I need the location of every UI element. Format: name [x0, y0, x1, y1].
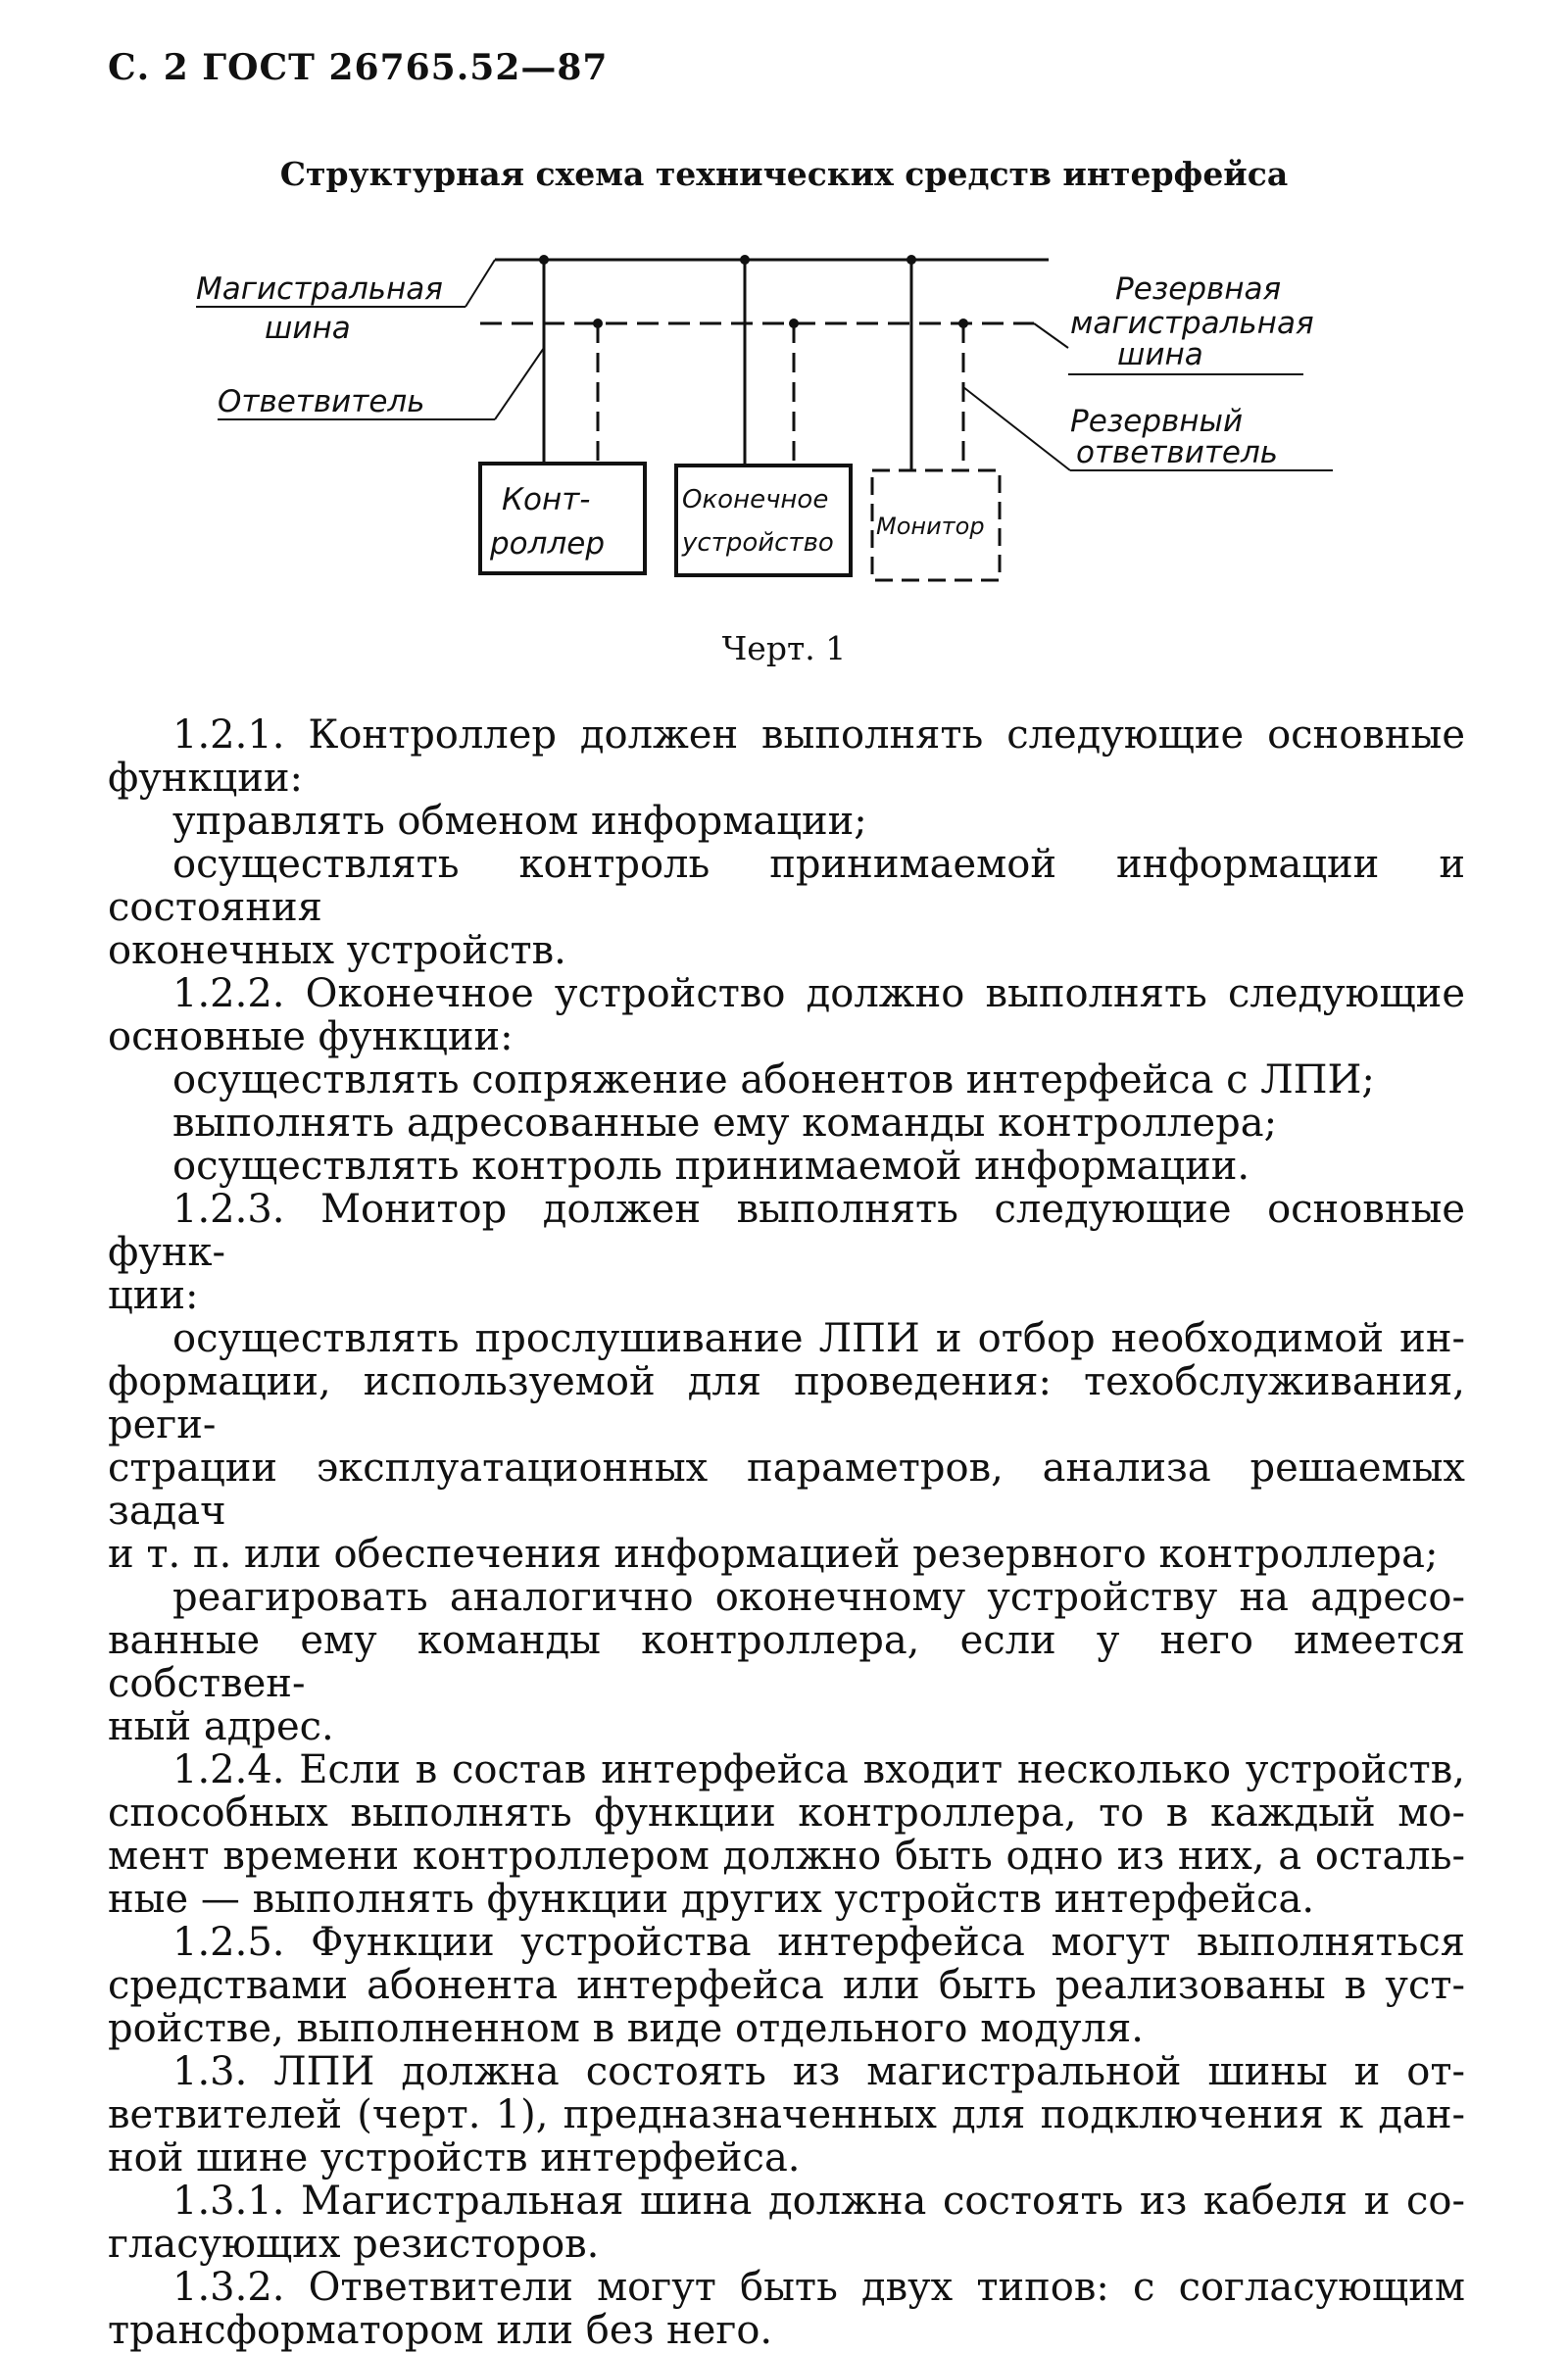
text-line: осуществлять сопряжение абонентов интерфейса с ЛПИ;: [172, 1057, 1375, 1103]
text-line: ванные ему команды контроллера, если у него имеется собствен-: [108, 1618, 1465, 1706]
figure-title: Структурная схема технических средств интерфейса: [279, 155, 1289, 193]
text-line: 1.3.1. Магистральная шина должна состоять из кабеля и со-: [172, 2179, 1465, 2224]
terminal-device-box: [676, 466, 851, 575]
text-line: и т. п. или обеспечения информацией резервного контроллера;: [108, 1532, 1439, 1577]
text-line: 1.3. ЛПИ должна состоять из магистральной шины и от-: [172, 2049, 1465, 2094]
main-bus-label-line2: шина: [265, 311, 351, 346]
reserve-bus-label-line1: Резервная: [1115, 271, 1282, 307]
text-line: осуществлять прослушивание ЛПИ и отбор необходимой ин-: [172, 1316, 1465, 1361]
text-line: 1.2.5. Функции устройства интерфейса могут выполняться: [172, 1920, 1465, 1965]
text-line: выполнять адресованные ему команды контроллера;: [172, 1101, 1278, 1146]
text-line: ройстве, выполненном в виде отдельного модуля.: [108, 2006, 1144, 2051]
interface-structure-diagram: [0, 0, 1568, 627]
text-line: оконечных устройств.: [108, 928, 566, 973]
monitor-label: Монитор: [876, 513, 985, 540]
text-line: 1.2.4. Если в состав интерфейса входит несколько устройств,: [172, 1747, 1465, 1792]
text-line: осуществлять контроль принимаемой информации и состояния: [108, 842, 1465, 930]
text-line: способных выполнять функции контроллера, то в каждый мо-: [108, 1790, 1465, 1836]
text-line: функции:: [108, 756, 304, 801]
coupler-label: Ответвитель: [218, 384, 425, 419]
terminal-label-line1: Оконечное: [682, 485, 829, 515]
text-line: гласующих резисторов.: [108, 2222, 600, 2267]
main-bus-label-line1: Магистральная: [196, 271, 443, 307]
reserve-coupler-label-line1: Резервный: [1070, 404, 1244, 439]
text-line: 1.2.2. Оконечное устройство должно выполнять следующие: [172, 971, 1465, 1016]
reserve-bus-label-line2: магистральная: [1070, 306, 1314, 341]
text-line: осуществлять контроль принимаемой информации.: [172, 1144, 1250, 1189]
text-line: ной шине устройств интерфейса.: [108, 2135, 801, 2181]
text-line: управлять обменом информации;: [172, 799, 867, 844]
text-line: средствами абонента интерфейса или быть реализованы в уст-: [108, 1963, 1465, 2008]
text-line: ные — выполнять функции других устройств интерфейса.: [108, 1877, 1315, 1922]
reserve-coupler-leader: [963, 387, 1070, 470]
text-line: 1.3.2. Ответвители могут быть двух типов: с согласующим: [172, 2265, 1465, 2310]
page-header: С. 2 ГОСТ 26765.52—87: [108, 47, 609, 88]
text-line: трансформатором или без него.: [108, 2308, 773, 2353]
reserve-bus-label-line3: шина: [1117, 337, 1203, 372]
text-line: мент времени контроллером должно быть одно из них, а осталь-: [108, 1834, 1465, 1879]
coupler-leader: [495, 348, 544, 419]
controller-label-line2: роллер: [490, 526, 606, 562]
text-line: страции эксплуатационных параметров, анализа решаемых задач: [108, 1446, 1465, 1534]
reserve-bus-leader: [1034, 323, 1068, 348]
main-bus-leader: [466, 260, 495, 307]
figure-caption: Черт. 1: [721, 629, 847, 667]
controller-label-line1: Конт-: [502, 482, 591, 517]
terminal-label-line2: устройство: [682, 528, 834, 558]
text-line: формации, используемой для проведения: техобслуживания, реги-: [108, 1359, 1465, 1447]
reserve-coupler-label-line2: ответвитель: [1076, 435, 1279, 470]
text-line: ции:: [108, 1273, 199, 1318]
body-text: [108, 713, 1465, 2352]
text-line: основные функции:: [108, 1014, 514, 1059]
text-line: реагировать аналогично оконечному устройству на адресо-: [172, 1575, 1465, 1620]
text-line: ветвителей (черт. 1), предназначенных для подключения к дан-: [108, 2092, 1465, 2137]
text-line: 1.2.3. Монитор должен выполнять следующие основные функ-: [108, 1187, 1465, 1275]
text-line: ный адрес.: [108, 1704, 334, 1749]
text-line: 1.2.1. Контроллер должен выполнять следующие основные: [172, 712, 1465, 758]
